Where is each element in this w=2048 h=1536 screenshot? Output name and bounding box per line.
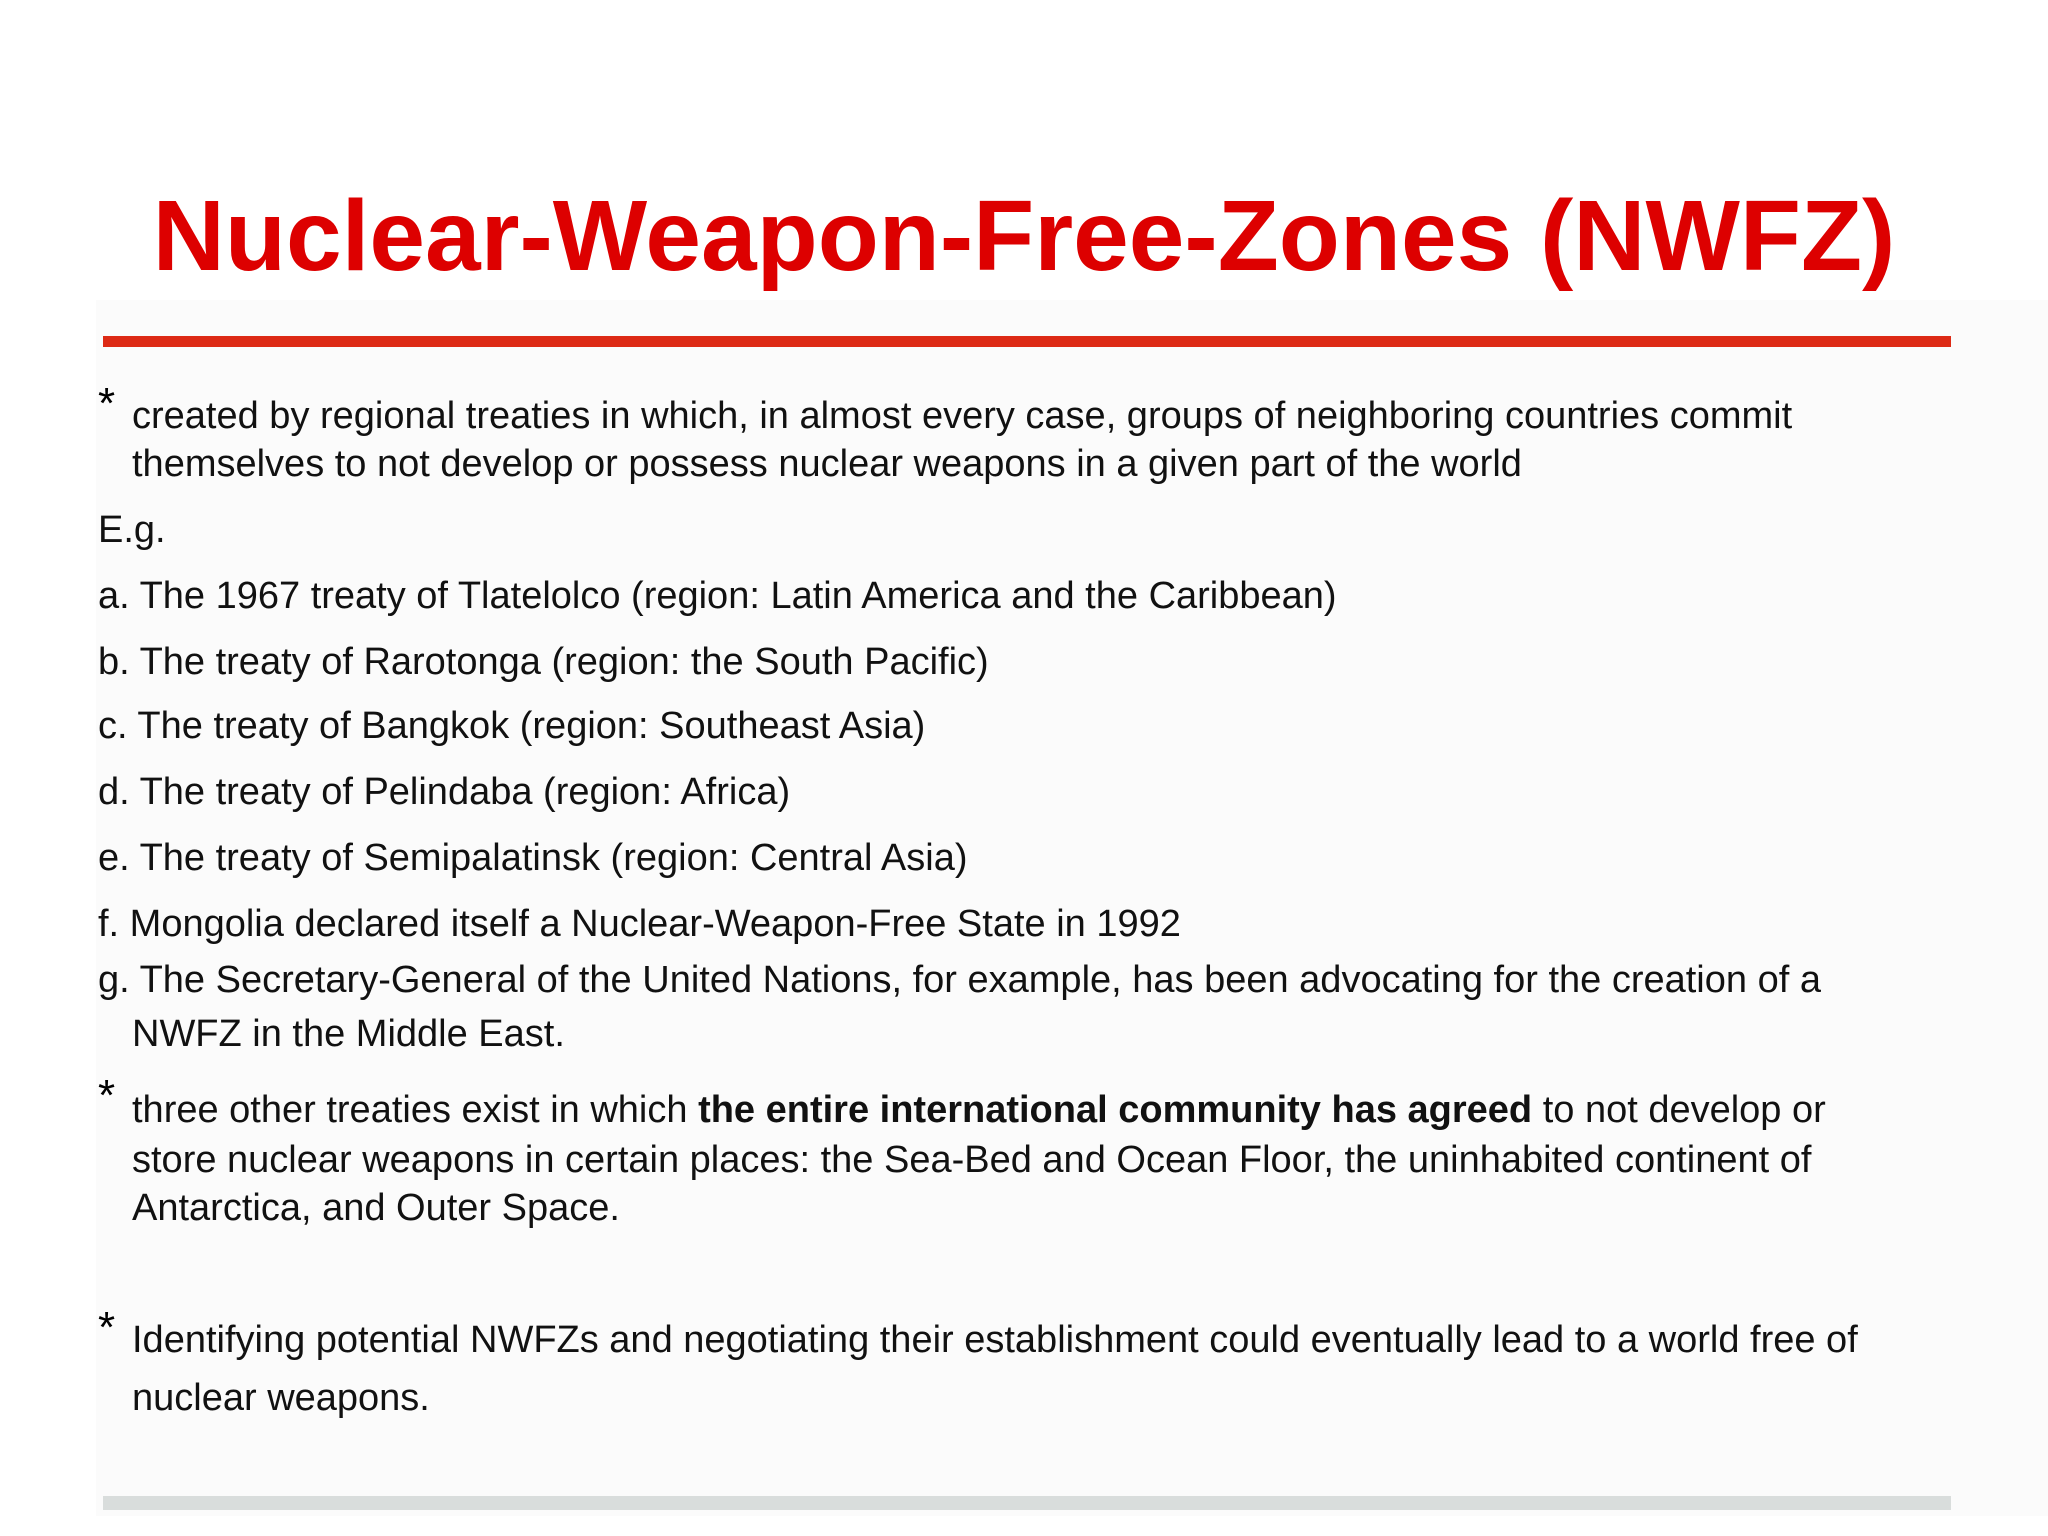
treaties-line-1-prefix: three other treaties exist in which — [132, 1089, 699, 1131]
bullet-marker: * — [98, 379, 116, 428]
example-d: d. The treaty of Pelindaba (region: Africa) — [98, 771, 791, 813]
bullet-marker: * — [98, 1303, 116, 1352]
treaties-line-3: Antarctica, and Outer Space. — [132, 1187, 620, 1229]
slide-footer-bar — [103, 1496, 1951, 1510]
example-g-line-1: g. The Secretary-General of the United Nations, for example, has been advocating for the creation of a — [98, 959, 1821, 1001]
example-f: f. Mongolia declared itself a Nuclear-Weapon-Free State in 1992 — [98, 903, 1181, 945]
closing-line-2: nuclear weapons. — [132, 1377, 430, 1419]
bullet-marker: * — [98, 1071, 116, 1120]
intro-line-2: themselves to not develop or possess nuclear weapons in a given part of the world — [132, 443, 1522, 485]
example-b: b. The treaty of Rarotonga (region: the South Pacific) — [98, 641, 989, 683]
page-title: Nuclear-Weapon-Free-Zones (NWFZ) — [152, 180, 1896, 292]
examples-label: E.g. — [98, 509, 166, 551]
treaties-line-1-emphasis: the entire international community has agreed — [698, 1089, 1533, 1131]
title-underline — [103, 336, 1951, 347]
treaties-line-1-suffix: to not develop or — [1532, 1089, 1826, 1131]
example-c: c. The treaty of Bangkok (region: Southeast Asia) — [98, 705, 926, 747]
example-e: e. The treaty of Semipalatinsk (region: Central Asia) — [98, 837, 968, 879]
example-a: a. The 1967 treaty of Tlatelolco (region: Latin America and the Caribbean) — [98, 575, 1337, 617]
treaties-line-1 — [132, 1086, 1826, 1134]
example-g-line-2: NWFZ in the Middle East. — [132, 1013, 565, 1055]
treaties-line-2: store nuclear weapons in certain places: the Sea-Bed and Ocean Floor, the uninhabited continent of — [132, 1139, 1812, 1181]
closing-line-1: Identifying potential NWFZs and negotiating their establishment could eventually lead to a world free of — [132, 1319, 1858, 1361]
intro-line-1: created by regional treaties in which, in almost every case, groups of neighboring countries commit — [132, 395, 1793, 437]
